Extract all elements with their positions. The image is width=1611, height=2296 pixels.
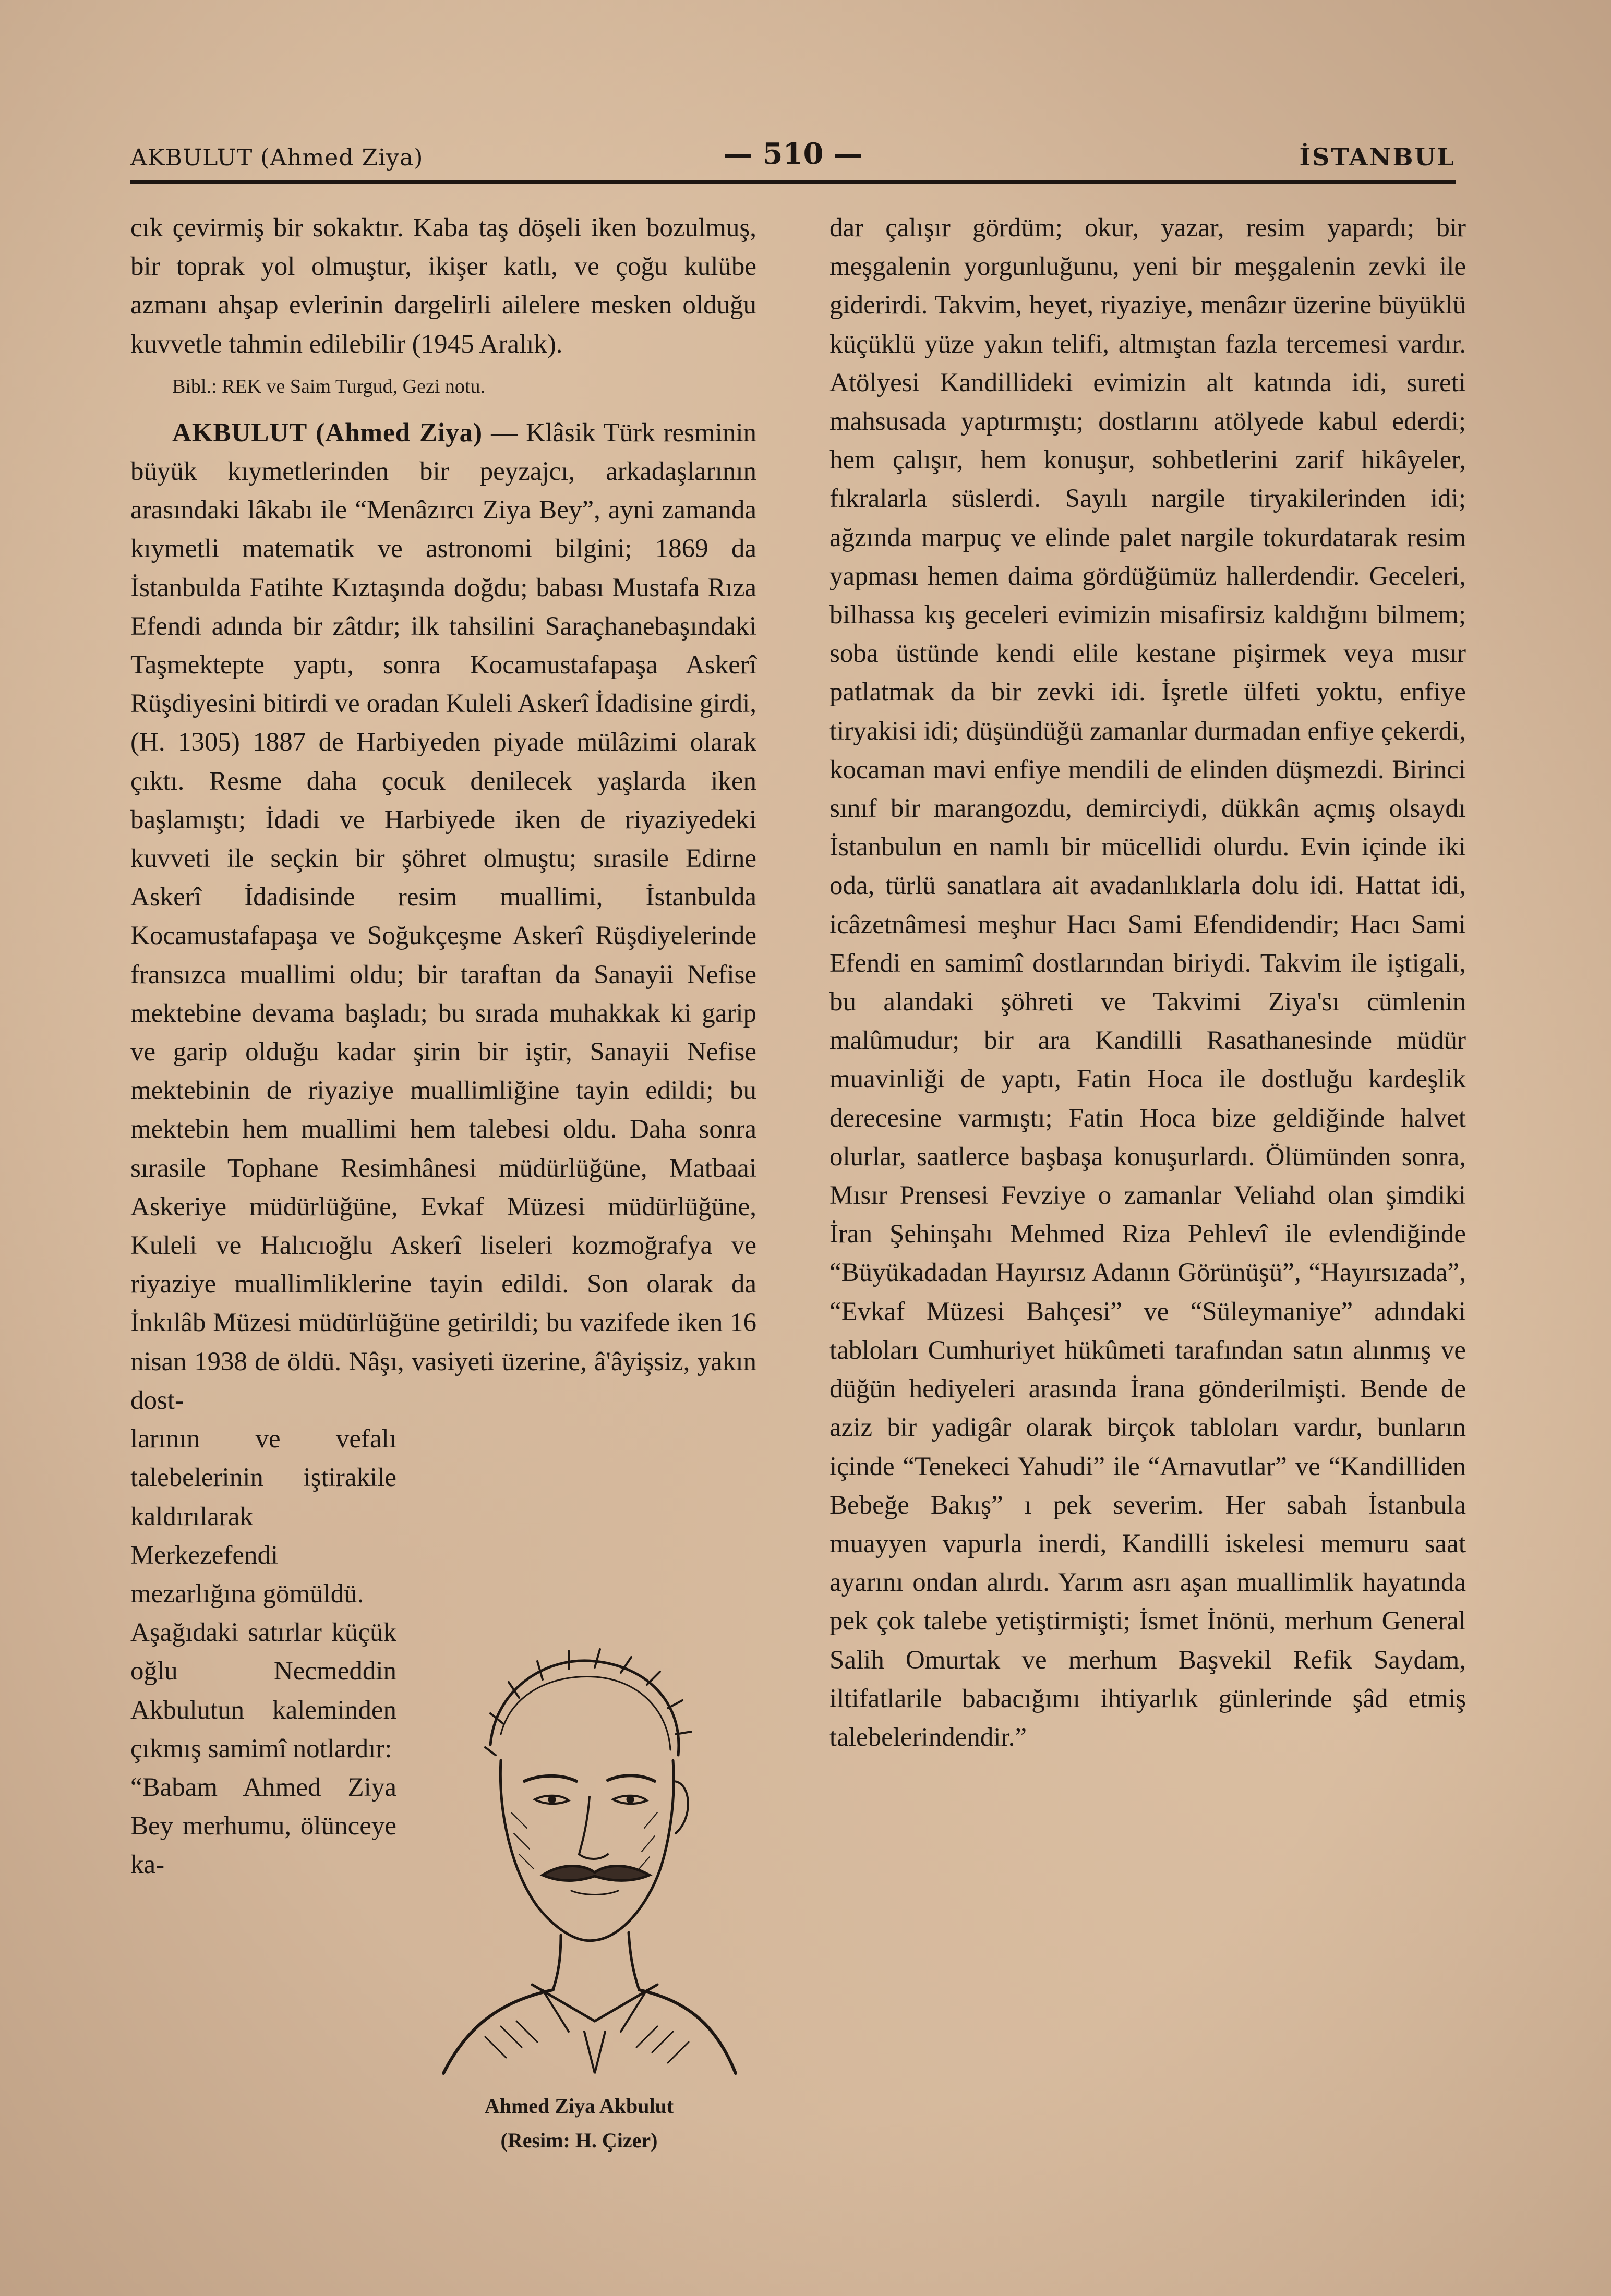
running-header (130, 129, 1456, 171)
narrow-text-block (130, 1420, 396, 1884)
burial-text: larının ve vefalı talebelerinin iştirakile kaldırılarak Merkezefendi mezarlığına gömüldü. (130, 1424, 396, 1609)
previous-entry-ending: cık çevirmiş bir sokaktır. Kaba taş döşeli iken bozulmuş, bir toprak yol olmuştur, ikişer katlı, ve çoğu kulübe azmanı ahşap evlerinin dargelirli ailelere mesken olduğu kuvvetle tahmin edilebilir (1945 Aralık). (130, 213, 756, 359)
portrait-caption (412, 2089, 746, 2158)
portrait-figure (412, 1625, 746, 2209)
entry-title: AKBULUT (Ahmed Ziya) (172, 418, 483, 448)
page-number: — 510 — (723, 137, 863, 171)
header-volume-name: İSTANBUL (1299, 143, 1456, 171)
quote-start-text: “Babam Ahmed Ziya Bey merhumu, ölünceye ka- (130, 1772, 396, 1880)
notes-intro-text: Aşağıdaki satırlar küçük oğlu Necmeddin Akbulutun kaleminden çıkmış samimî notlardır: (130, 1618, 396, 1763)
header-rule (130, 180, 1456, 184)
caption-credit: (Resim: H. Çizer) (500, 2129, 658, 2152)
right-column-text: dar çalışır gördüm; okur, yazar, resim yapardı; bir meşgalenin yorgunluğunu, yeni bir meşgalenin zevki ile giderirdi. Takvim, heyet, riyaziye, menâzır üzerine büyüklü küçüklü yüze yakın telifi, altmıştan fazla tercemesi vardır. Atölyesi Kandillideki evimizin alt katında idi, sureti mahsusada yaptırmıştı; dostlarını atölyede kabul ederdi; hem çalışır, hem konuşur, sohbetlerini zarif hikâyeler, fıkralarla süslerdi. Sayılı nargile tiryakilerinden idi; ağzında marpuç ve elinde palet nargile tokurdatarak resim yapması hemen daima gördüğümüz hallerdendir. Geceleri, bilhassa kış geceleri evimizin misafirsiz kaldığını bilmem; soba üstünde kendi elile kestane pişirmek veya mısır patlatmak da bir zevki idi. İşretle ülfeti yoktu, enfiye tiryakisi idi; düşündüğü zamanlar durmadan enfiye çekerdi, kocaman mavi enfiye mendili de elinden düşmezdi. Birinci sınıf bir marangozdu, demirciydi, dükkân açmış olsaydı İstanbulun en namlı bir mücellidi olurdu. Evin içinde iki oda, türlü sanatlara ait avadanlıklarla dolu idi. Hattat idi, icâzetnâmesi meşhur Hacı Sami Efendidendir; Hacı Sami Efendi en samimî dostlarından biriydi. Takvim ile iştigali, bu alandaki şöhreti ve Takvimi Ziya'sı cümlenin malûmudur; bir ara Kandilli Rasathanesinde müdür muavinliği de yaptı, Fatin Hoca ile dostluğu kardeşlik derecesine varmıştı; Fatin Hoca bize geldiğinde halvet olurlar, saatlerce başbaşa konuşurlardı. Ölümünden sonra, Mısır Prensesi Fevziye o zamanlar Veliahd olan şimdiki İran Şehinşahı Mehmed Riza Pehlevî ile evlendiğinde “Büyükadadan Hayırsız Adanın Görünüşü”, “Hayırsızada”, “Evkaf Müzesi Bahçesi” ve “Süleymaniye” adındaki tabloları Cumhuriyet hükûmeti tarafından satın alınmış ve düğün hediyeleri arasında İrana gönderilmişti. Bende de aziz bir yadigâr olarak birçok tabloları vardır, bunların içinde “Tenekeci Yahudi” ile “Arnavutlar” ve “Kandilliden Bebeğe Bakış” ı pek severim. Her sabah İstanbula muayyen vapurla inerdi, Kandilli iskelesi memuru saat ayarını ondan alırdı. Yarım asrı aşan muallimlik hayatında pek çok talebe yetiştirmişti; İsmet İnönü, merhum General Salih Omurtak ve merhum Başvekil Refik Saydam, iltifatlarile babacığımı ihtiyarlık günlerinde şâd etmiş talebelerindendir.” (829, 213, 1466, 1752)
entry-paragraph (130, 414, 756, 1420)
header-entry-name: AKBULUT (Ahmed Ziya) (130, 144, 424, 171)
entry-body: — Klâsik Türk resminin büyük kıymetlerinden bir peyzajcı, arkadaşlarının arasındaki lâkabı ile “Menâzırcı Ziya Bey”, ayni zamanda kıymetli matematik ve astronomi bilgini; 1869 da İstanbulda Fatihte Kıztaşında doğdu; babası Mustafa Rıza Efendi adında bir zâtdır; ilk tahsilini Saraçhanebaşındaki Taşmektepte yaptı, sonra Kocamustafapaşa Askerî Rüşdiyesini bitirdi ve oradan Kuleli Askerî İdadisine girdi, (H. 1305) 1887 de Harbiyeden piyade mülâzimi olarak çıktı. Resme daha çocuk denilecek yaşlarda iken başlamıştı; İdadi ve Harbiyede iken de riyaziyedeki kuvveti ile seçkin bir şöhret olmuştu; sırasile Edirne Askerî İdadisinde resim muallimi, İstanbulda Kocamustafapaşa ve Soğukçeşme Askerî Rüşdiyelerinde fransızca muallimi oldu; bir taraftan da Sanayii Nefise mektebine devama başladı; bu sırada muhakkak ki garip ve garip olduğu kadar şirin bir iştir, Sanayii Nefise mektebinin de riyaziye muallimliğine tayin edildi; bu mektebin hem muallimi hem talebesi oldu. Daha sonra sırasile Tophane Resimhânesi müdürlüğüne, Matbaai Askeriye müdürlüğüne, Evkaf Müzesi müdürlüğüne, Kuleli ve Halıcıoğlu Askerî liseleri kozmoğrafya ve riyaziye muallimliklerine tayin edildi. Son olarak da İnkılâb Müzesi müdürlüğüne getirildi; bu vazifede iken 16 nisan 1938 de öldü. Nâşı, vasiyeti üzerine, â'âyişsiz, yakın dost- (130, 418, 757, 1415)
bibliography-note: Bibl.: REK ve Saim Turgud, Gezi notu. (172, 375, 485, 397)
right-column (829, 209, 1466, 1757)
caption-name: Ahmed Ziya Akbulut (484, 2094, 674, 2118)
portrait-illustration (412, 1625, 746, 2084)
